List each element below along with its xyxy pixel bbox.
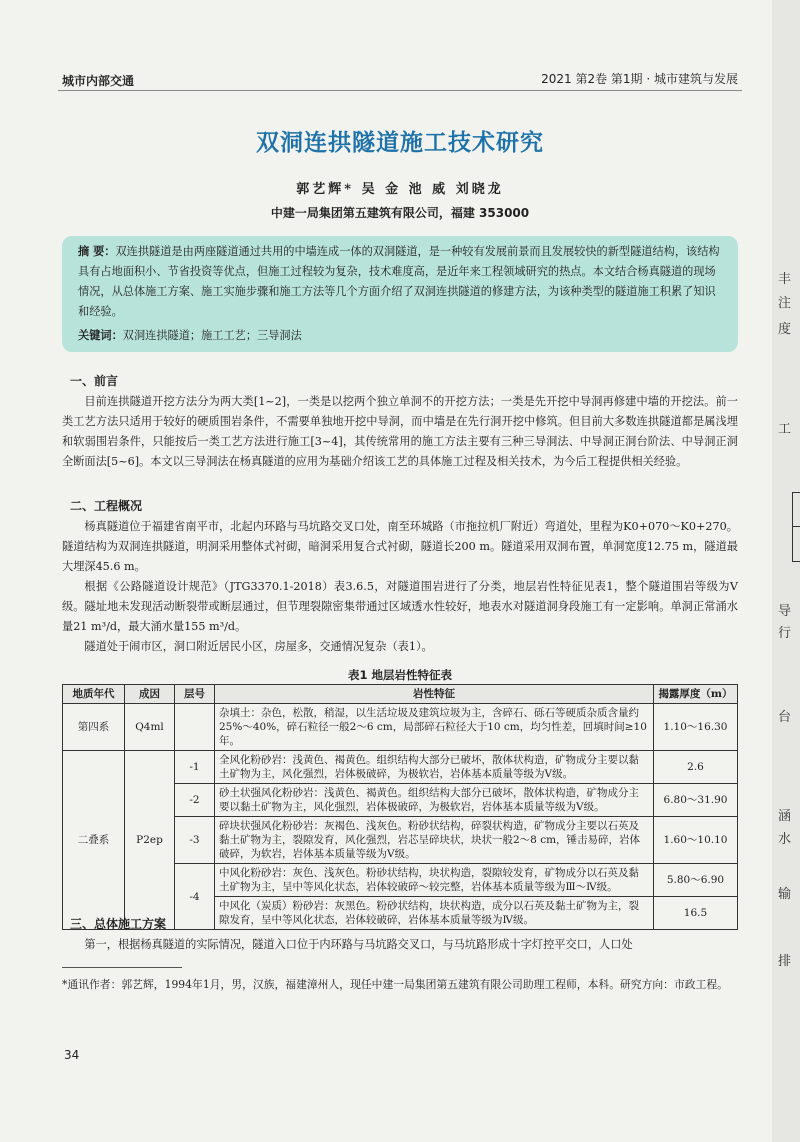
overview-paragraph-1: 杨真隧道位于福建省南平市，北起内环路与马坑路交叉口处，南至环城路（市拖拉机厂附近）弯道处，里程为K0+070～K0+270。隧道结构为双洞连拱隧道，明洞采用整体式衬砌，暗洞采用复合式衬砌，隧道长200 m。隧道采用双洞布置，单洞宽度12.75 m，隧道最大埋深45.6 m。 [62, 520, 738, 573]
overview-body [62, 517, 738, 657]
thickness-cell: 16.5 [654, 897, 738, 930]
table-caption: 表1 地层岩性特征表 [347, 668, 452, 682]
margin-glyph: 丰 [778, 272, 792, 287]
lithology-cell: 全风化粉砂岩：浅黄色、褐黄色。组织结构大部分已破坏，散体状构造，矿物成分主要以黏土矿物为主，风化强烈，岩体极破碎，为极软岩，岩体基本质量等级为Ⅴ级。 [215, 751, 654, 784]
abstract-box [62, 236, 738, 352]
origin-cell: Q4ml [125, 704, 175, 751]
lithology-cell: 中风化粉砂岩：灰色、浅灰色。粉砂状结构，块状构造，裂隙较发育，矿物成分以石英及黏土矿物为主，呈中等风化状态，岩体较破碎～较完整，岩体基本质量等级为Ⅲ～Ⅳ级。 [215, 864, 654, 897]
section-heading-intro: 一、前言 [70, 374, 119, 388]
section-heading-overview: 二、工程概况 [70, 499, 143, 513]
margin-glyph: 度 [778, 322, 792, 337]
overview-paragraph-2: 根据《公路隧道设计规范》（JTG3370.1-2018）表3.6.5，对隧道围岩进行了分类，地层岩性特征见表1，整个隧道围岩等级为Ⅴ级。隧址地未发现活动断裂带或断层通过，但节理裂隙密集带通过区域透水性较好，地表水对隧道洞身段施工有一定影响。单洞正常涌水量21 m³/d，最大涌水量155 m³/d。 [62, 580, 738, 633]
thickness-cell: 1.60～10.10 [654, 817, 738, 864]
lithology-cell: 砂土状强风化粉砂岩：浅黄色、褐黄色。组织结构大部分已破坏，散体状构造，矿物成分主要以黏土矿物为主，风化强烈，岩体极破碎，为极软岩，岩体基本质量等级为Ⅴ级。 [215, 784, 654, 817]
thickness-cell: 2.6 [654, 751, 738, 784]
plan-body [62, 935, 738, 955]
era-cell: 第四系 [63, 704, 125, 751]
overview-paragraph-3: 隧道处于闹市区，洞口附近居民小区，房屋多，交通情况复杂（表1）。 [84, 640, 433, 653]
abstract-text: 双连拱隧道是由两座隧道通过共用的中墙连成一体的双洞隧道，是一种较有发展前景而且发展较快的新型隧道结构，该结构具有占地面积小、节省投资等优点，但施工过程较为复杂，技术难度高，是近年来工程领域研究的热点。本文结合杨真隧道的现场情况，从总体施工方案、施工实施步骤和施工方法等几个方面介绍了双洞连拱隧道的修建方法，为该种类型的隧道施工积累了知识和经验。 [78, 245, 720, 318]
keywords-text: 双洞连拱隧道；施工工艺；三导洞法 [122, 329, 302, 342]
lithology-cell: 中风化（炭质）粉砂岩：灰黑色。粉砂状结构，块状构造，成分以石英及黏土矿物为主，裂隙发育，呈中等风化状态，岩体较破碎，岩体基本质量等级为Ⅳ级。 [215, 897, 654, 930]
abstract-paragraph [78, 242, 722, 322]
abstract-label: 摘 要： [78, 245, 116, 258]
strata-table [62, 684, 738, 930]
affiliation: 中建一局集团第五建筑有限公司，福建 353000 [270, 206, 530, 220]
facing-page-table-fragment [792, 492, 800, 562]
layer-cell: -1 [175, 751, 215, 784]
margin-glyph: 导 [778, 604, 792, 619]
margin-glyph: 水 [778, 832, 792, 847]
thickness-cell: 5.80～6.90 [654, 864, 738, 897]
lithology-cell: 碎块状强风化粉砂岩：灰褐色、浅灰色。粉砂状结构，碎裂状构造，矿物成分主要以石英及黏土矿物为主，裂隙发育，风化强烈，岩芯呈碎块状，块状一般2～8 cm，锤击易碎，岩体破碎，为软岩，岩体基本质量等级为Ⅴ级。 [215, 817, 654, 864]
keywords-label: 关键词： [78, 329, 123, 342]
layer-cell: -4 [175, 864, 215, 930]
margin-glyph: 台 [778, 710, 792, 725]
table-row [63, 704, 738, 751]
header-cell-origin: 成因 [125, 685, 175, 704]
footnote-rule [62, 967, 182, 968]
layer-cell: -2 [175, 784, 215, 817]
layer-cell: -3 [175, 817, 215, 864]
header-rule [58, 90, 742, 91]
thickness-cell: 1.10～16.30 [654, 704, 738, 751]
table-row [63, 751, 738, 784]
margin-glyph: 行 [778, 626, 792, 641]
table-header-row [63, 685, 738, 704]
running-header-journal: 2021 第2卷 第1期 · 城市建筑与发展 [541, 72, 738, 86]
page-number: 34 [64, 1048, 80, 1062]
paper-title: 双洞连拱隧道施工技术研究 [256, 130, 544, 156]
layer-cell [175, 704, 215, 751]
header-cell-thickness: 揭露厚度（m） [654, 685, 738, 704]
margin-glyph: 涵 [778, 809, 792, 824]
header-cell-layer: 层号 [175, 685, 215, 704]
plan-paragraph: 第一，根据杨真隧道的实际情况，隧道入口位于内环路与马坑路交叉口，与马坑路形成十字灯控平交口，人口处 [84, 938, 633, 951]
margin-glyph: 排 [778, 954, 792, 969]
margin-glyph: 输 [778, 887, 792, 902]
author-list: 郭艺辉* 吴 金 池 威 刘晓龙 [296, 182, 504, 197]
origin-cell: P2ep [125, 751, 175, 930]
running-header-section: 城市内部交通 [62, 74, 135, 88]
era-cell: 二叠系 [63, 751, 125, 930]
lithology-cell: 杂填土：杂色，松散，稍湿，以生活垃圾及建筑垃圾为主，含碎石、砾石等硬质杂质含量约25%～40%，碎石粒径一般2～6 cm，局部碎石粒径大于10 cm，均匀性差，回填时间≥10年。 [215, 704, 654, 751]
margin-glyph: 注 [778, 296, 792, 311]
footnote: *通讯作者：郭艺辉，1994年1月，男，汉族，福建漳州人，现任中建一局集团第五建筑有限公司助理工程师，本科。研究方向：市政工程。 [62, 978, 728, 991]
thickness-cell: 6.80～31.90 [654, 784, 738, 817]
header-cell-lithology: 岩性特征 [215, 685, 654, 704]
margin-glyph: 工 [778, 422, 792, 437]
header-cell-era: 地质年代 [63, 685, 125, 704]
intro-body [62, 392, 738, 472]
intro-paragraph: 目前连拱隧道开挖方法分为两大类[1~2]，一类是以挖两个独立单洞不的开挖方法；一类是先开挖中导洞再修建中墙的开挖法。前一类工艺方法只适用于较好的硬质围岩条件，不需要单独地开挖中导洞，而中墙是在先行洞开挖中修筑。但目前大多数连拱隧道都是属浅埋和软弱围岩条件，只能按后一类工艺方法进行施工[3~4]，其传统常用的施工方法主要有三种三导洞法、中导洞正洞台阶法、中导洞正洞全断面法[5~6]。本文以三导洞法在杨真隧道的应用为基础介绍该工艺的具体施工过程及相关技术，为今后工程提供相关经验。 [62, 395, 738, 468]
facing-page-edge [772, 0, 800, 1142]
section-heading-plan: 三、总体施工方案 [70, 917, 167, 931]
keywords-line [78, 326, 722, 346]
